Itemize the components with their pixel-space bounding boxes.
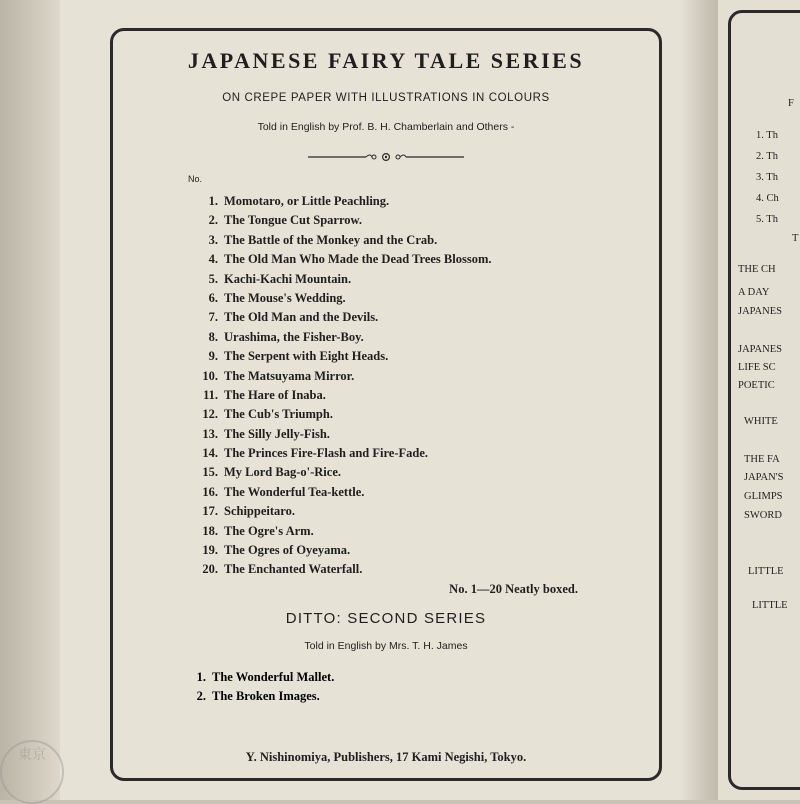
list-item-title: The Battle of the Monkey and the Crab. (224, 232, 438, 247)
list-item-number: 13. (202, 426, 218, 441)
list-item (180, 192, 492, 211)
list-item-title: The Serpent with Eight Heads. (224, 349, 389, 364)
right-page-line: T (792, 233, 799, 244)
list-item-title: The Old Man and the Devils. (224, 310, 379, 325)
list-item-number: 1. (196, 670, 206, 684)
list-item-title: The Tongue Cut Sparrow. (224, 213, 363, 228)
list-item-number: 7. (208, 310, 218, 325)
library-stamp: 東京 (0, 740, 64, 804)
right-page-line: A DAY (738, 287, 770, 298)
right-page-line: 5. Th (756, 214, 778, 225)
right-page-line: THE FA (744, 454, 780, 465)
list-item-number: 16. (202, 484, 218, 499)
list-item (180, 211, 492, 230)
series-subtitle: ON CREPE PAPER WITH ILLUSTRATIONS IN COLOURS (222, 92, 550, 104)
list-item (180, 541, 492, 560)
list-item (180, 308, 492, 327)
list-item-number: 15. (202, 465, 218, 480)
right-page-line: 3. Th (756, 172, 778, 183)
list-item-title: The Ogres of Oyeyama. (224, 543, 351, 558)
list-item-number: 19. (202, 543, 218, 558)
list-item-title: The Cub's Triumph. (224, 407, 333, 422)
right-page-line: WHITE (744, 416, 778, 427)
right-page-line: JAPANES (738, 344, 782, 355)
list-item-number: 3. (208, 232, 218, 247)
list-item-number: 18. (202, 523, 218, 538)
list-item-number: 17. (202, 504, 218, 519)
list-item (180, 425, 492, 444)
list-item-title: The Old Man Who Made the Dead Trees Blossom. (224, 252, 492, 267)
second-series-heading: DITTO: SECOND SERIES (285, 610, 487, 627)
list-item-title: The Ogre's Arm. (224, 523, 314, 538)
right-page-line: LITTLE (748, 566, 784, 577)
list-item (180, 328, 492, 347)
right-page-line: F (788, 98, 794, 109)
list-item (180, 522, 492, 541)
list-item-number: 6. (208, 290, 218, 305)
page-gutter-left (0, 0, 60, 800)
list-item-number: 1. (208, 194, 218, 208)
list-item-number: 12. (202, 407, 218, 422)
list-item-title: The Wonderful Mallet. (212, 670, 335, 684)
list-item-number: 8. (208, 329, 218, 344)
right-page-line: THE CH (738, 264, 776, 275)
list-item (180, 289, 492, 308)
list-item (180, 405, 492, 424)
list-item (180, 386, 492, 405)
list-item (180, 367, 492, 386)
list-item-title: Schippeitaro. (224, 504, 295, 519)
list-item (180, 502, 492, 521)
list-item-title: The Matsuyama Mirror. (224, 368, 355, 383)
told-by-line: Told in English by Prof. B. H. Chamberlain and Others - (257, 121, 515, 133)
list-item (180, 270, 492, 289)
second-series-told-by: Told in English by Mrs. T. H. James (304, 640, 468, 652)
list-item (180, 668, 334, 687)
list-item (180, 250, 492, 269)
list-item-title: The Wonderful Tea-kettle. (224, 484, 365, 499)
list-item-title: The Mouse's Wedding. (224, 290, 346, 305)
list-item (180, 483, 492, 502)
number-column-label: No. (188, 174, 203, 184)
list-item-title: Momotaro, or Little Peachling. (224, 194, 390, 208)
list-item (180, 687, 334, 706)
first-series-list (180, 192, 492, 580)
list-item-number: 2. (196, 689, 206, 704)
list-item (180, 231, 492, 250)
list-item-title: Urashima, the Fisher-Boy. (224, 329, 364, 344)
list-item-number: 5. (208, 271, 218, 286)
divider-ornament-icon (308, 150, 464, 164)
list-item-number: 4. (208, 252, 218, 267)
boxed-note: No. 1—20 Neatly boxed. (449, 582, 578, 596)
list-item (180, 347, 492, 366)
list-item (180, 444, 492, 463)
right-page-line: LIFE SC (738, 362, 776, 373)
list-item-number: 9. (208, 349, 218, 364)
second-series-list (180, 668, 334, 707)
list-item (180, 560, 492, 579)
list-item-number: 2. (208, 213, 218, 228)
right-page-line: JAPAN'S (744, 472, 784, 483)
series-title: JAPANESE FAIRY TALE SERIES (187, 48, 585, 73)
list-item-title: The Silly Jelly-Fish. (224, 426, 330, 441)
list-item-title: Kachi-Kachi Mountain. (224, 271, 352, 286)
list-item-title: My Lord Bag-o'-Rice. (224, 465, 341, 480)
list-item-title: The Broken Images. (212, 689, 320, 704)
list-item-title: The Enchanted Waterfall. (224, 562, 363, 577)
right-page-line: GLIMPS (744, 491, 783, 502)
list-item-number: 14. (202, 446, 218, 461)
right-page-line: 1. Th (756, 130, 778, 141)
right-page-line: 2. Th (756, 151, 778, 162)
right-page-line: SWORD (744, 510, 782, 521)
right-page-line: LITTLE (752, 600, 788, 611)
right-page-line: 4. Ch (756, 193, 779, 204)
list-item-number: 10. (202, 368, 218, 383)
list-item-title: The Princes Fire-Flash and Fire-Fade. (224, 446, 429, 461)
publisher-line: Y. Nishinomiya, Publishers, 17 Kami Negishi, Tokyo. (245, 750, 527, 764)
list-item-number: 11. (203, 387, 218, 402)
list-item-title: The Hare of Inaba. (224, 387, 326, 402)
list-item (180, 463, 492, 482)
right-page-line: JAPANES (738, 306, 782, 317)
right-page-line: POETIC (738, 380, 775, 391)
list-item-number: 20. (202, 562, 218, 577)
